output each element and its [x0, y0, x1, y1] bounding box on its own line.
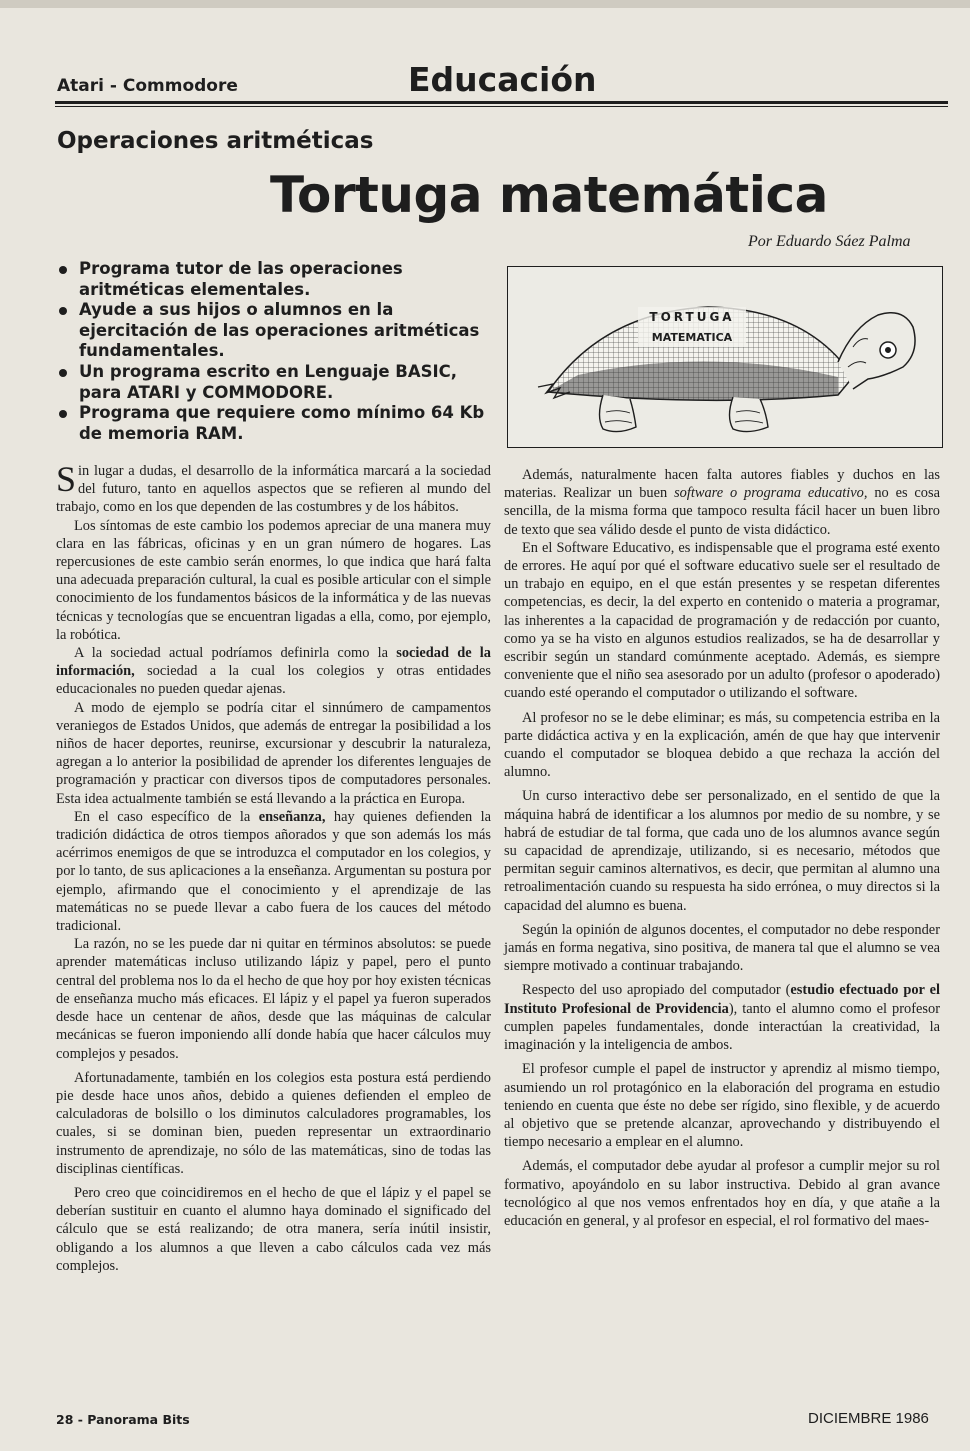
summary-bullet: Un programa escrito en Lenguaje BASIC, para ATARI y COMMODORE. — [56, 362, 492, 403]
footer-page-number: 28 - Panorama Bits — [56, 1412, 190, 1427]
header-rule-thin — [55, 106, 948, 107]
body-paragraph: Respecto del uso apropiado del computador (estudio efectuado por el Instituto Profesional de Providencia), tanto el alumno como el profesor cumplen papeles fundamentales, donde interactúan la creatividad, la imaginación y la inteligencia de ambos. — [504, 982, 940, 1054]
shell-label-line2: MATEMATICA — [651, 331, 733, 344]
body-paragraph: Sin lugar a dudas, el desarrollo de la informática marcará a la sociedad del futuro, tanto en aquellos aspectos que se refieren al mundo del trabajo, como en los que dependen de las costumbres y de los hábitos. — [56, 459, 491, 516]
body-paragraph: Los síntomas de este cambio los podemos apreciar de una manera muy clara en las fábricas, oficinas y en un gran número de hogares. Las repercusiones de este cambio serán enormes, lo que indica que hará falta una adecuada preparación cultural, la cual es posible articular con el simple conocimiento de los fundamentos básicos de la informática y de las nuevas técnicas y tecnologías que se encuentran ligadas a ella, como, por ejemplo, la robótica. — [56, 517, 491, 643]
body-paragraph: El profesor cumple el papel de instructor y aprendiz al mismo tiempo, asumiendo un rol protagónico en la elaboración del programa en estudio teniendo en cuenta que éste no debe ser rígido, sino flexible, y de acuerdo al objetivo que se pretende alcanzar, aprovechando y distribuyendo el tiempo necesario a emplear en el alumno. — [504, 1061, 940, 1151]
article-byline: Por Eduardo Sáez Palma — [748, 233, 911, 250]
summary-bullet: Programa tutor de las operaciones aritméticas elementales. — [56, 259, 492, 300]
body-paragraph: A la sociedad actual podríamos definirla como la sociedad de la información, sociedad a la cual los colegios y otras entidades educacionales no pueden quedar ajenas. — [56, 645, 491, 698]
body-paragraph: Además, naturalmente hacen falta autores fiables y duchos en las materias. Realizar un buen software o programa educativo, no es cosa sencilla, de la misma forma que tampoco resulta fácil hacer un buen libro de texto que sea válido desde el punto de vista didáctico. — [504, 467, 940, 538]
body-paragraph: Afortunadamente, también en los colegios esta postura está perdiendo pie desde hace unos años, debido a quienes defienden el empleo de calculadoras de bolsillo o los diminutos calculadores programables, los cuales, si se dominan bien, pueden representar un extraordinario instrumento de aprendizaje, no sólo de las matemáticas, sino de todas las disciplinas científicas. — [56, 1069, 491, 1177]
body-paragraph: Un curso interactivo debe ser personalizado, en el sentido de que la máquina habrá de identificar a los alumnos por medio de su nombre, y se habrá de estudiar de tal forma, que cada uno de los alumnos avance según su capacidad de aprendizaje, utilizando, si es necesario, métodos que permitan seguir caminos alternativos, es decir, que permitan al alumno una retroalimentación cuando su respuesta ha sido errónea, o muy directos si la capacidad del alumno es buena. — [504, 788, 940, 914]
article-column-right — [504, 466, 940, 1230]
body-paragraph: Pero creo que coincidiremos en el hecho de que el lápiz y el papel se deberían sustituir en cuanto el alumno haya dominado el significado del cálculo que se está realizando; de otra manera, sería inútil insistir, obligando a los alumnos a que lleven a cabo cálculos cada vez más complejos. — [56, 1184, 491, 1274]
article-column-left — [56, 459, 491, 1275]
body-paragraph: Al profesor no se le debe eliminar; es más, su competencia estriba en la parte didáctica activa y en la explicación, amén de que hay que intervenir cuando el computador se bloquea debido a que rechaza la acción del alumno. — [504, 709, 940, 781]
summary-bullet: Programa que requiere como mínimo 64 Kb de memoria RAM. — [56, 403, 492, 444]
body-paragraph: En el Software Educativo, es indispensable que el programa esté exento de errores. He aquí por qué el software educativo suele ser el resultado de un trabajo en equipo, en el que están presentes y se respetan diferentes competencias, es decir, la del experto en contenido o materia a programar, las inherentes a la capacidad de programación y de redacción por cuanto, como ya se ha visto en algunos estudios realizados, se ha de desarrollar y escribir según un standard comúnmente aceptado. Además, es siempre conveniente que el niño sea asesorado por un adulto (profesor o apoderado) cuando esté operando el computador o utilizando el software. — [504, 539, 940, 702]
body-paragraph: A modo de ejemplo se podría citar el sinnúmero de campamentos veraniegos de Estados Unidos, que además de entregar la posibilidad a los niños de hacer deportes, reunirse, excursionar y descubrir la naturaleza, agregan a lo anterior la posibilidad de aprender los diferentes lenguajes de programación y practicar con diversos tipos de computadores personales. Esta idea actualmente también se está llevando a la práctica en Europa. — [56, 699, 491, 807]
article-kicker: Operaciones aritméticas — [57, 128, 374, 154]
footer-issue-date: DICIEMBRE 1986 — [808, 1410, 929, 1427]
summary-bullet: Ayude a sus hijos o alumnos en la ejercitación de las operaciones aritméticas fundamentales. — [56, 300, 492, 362]
body-paragraph: En el caso específico de la enseñanza, hay quienes defienden la tradición didáctica de otros tiempos añorados y que son además los más acérrimos enemigos de que se introduzca el computador en los colegios, y por lo tanto, de sus aplicaciones a la enseñanza. Argumentan su postura por ejemplo, afirmando que el conocimiento y el aprendizaje de las matemáticas no se puede llevar a cabo fuera de los cauces del método tradicional. — [56, 808, 491, 935]
header-section-title: Educación — [408, 60, 597, 99]
shell-label-line1: TORTUGA — [649, 310, 735, 324]
drop-cap: S — [56, 459, 77, 499]
body-paragraph: Según la opinión de algunos docentes, el computador no debe responder jamás en forma negativa, sino positiva, de manera tal que el alumno se vea siempre motivado a continuar trabajando. — [504, 921, 940, 975]
body-paragraph: La razón, no se les puede dar ni quitar en términos absolutos: se puede aprender matemáticas incluso utilizando lápiz y papel, pero el punto central del problema nos lo da el hecho de que hoy por hoy existen técnicas de enseñanza mucho más eficaces. El lápiz y el papel ya fueron superados desde hace un centenar de años, desde que las máquinas de calcular mecánicas se fueron imponiendo allí donde había que hacer cálculos muy complejos y pesados. — [56, 936, 491, 1062]
turtle-illustration — [507, 266, 943, 448]
header-rule-thick — [55, 101, 948, 104]
header-platforms: Atari - Commodore — [57, 76, 238, 96]
turtle-drawing — [508, 267, 941, 446]
body-paragraph: Además, el computador debe ayudar al profesor a cumplir mejor su rol formativo, apoyándolo en su labor instructiva. Debido al gran avance tecnológico al que nos vemos enfrentados hoy en día, y que atañe a la educación en general, y al profesor en especial, el rol formativo del maes- — [504, 1158, 940, 1229]
page-top-edge — [0, 0, 970, 8]
summary-bullet-list — [56, 259, 492, 444]
article-title: Tortuga matemática — [270, 166, 828, 224]
